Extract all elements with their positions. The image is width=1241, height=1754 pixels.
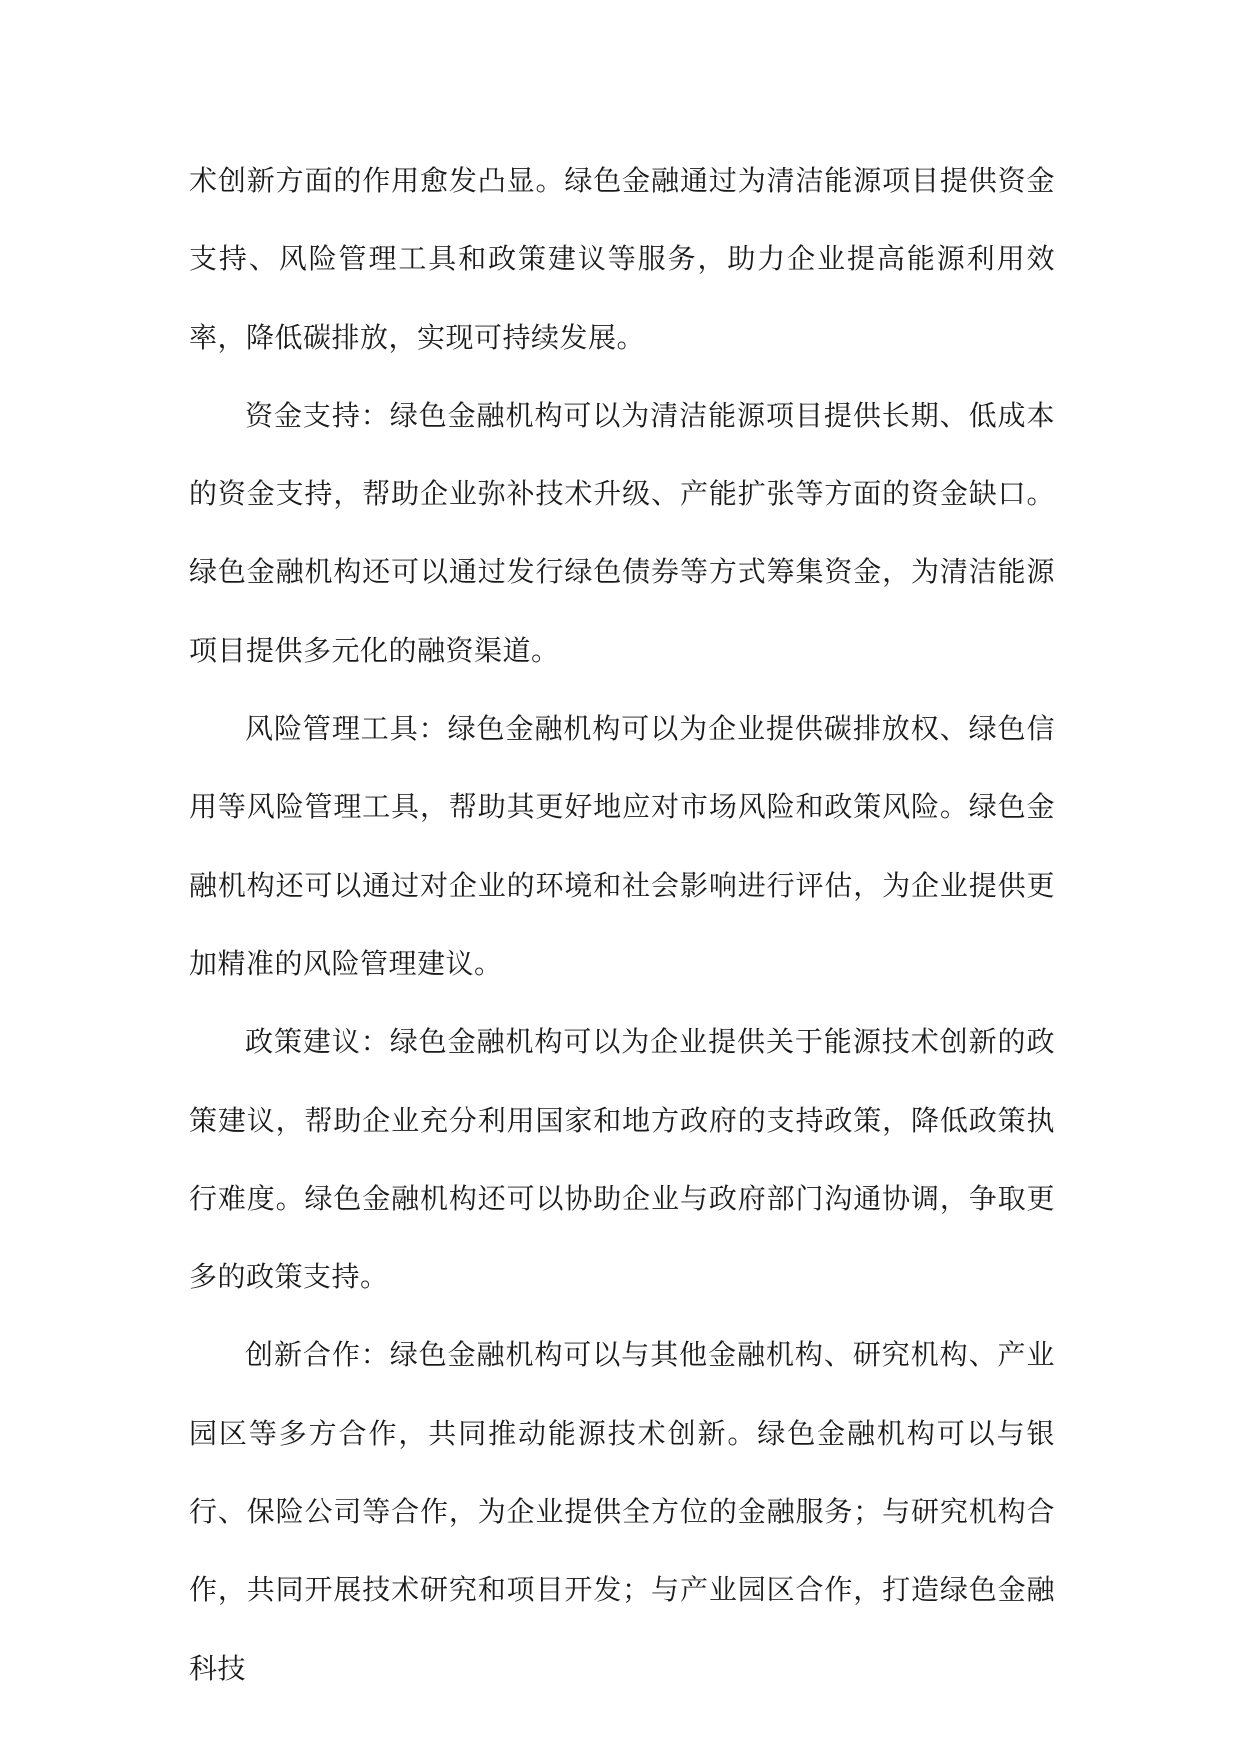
document-body [189, 142, 1055, 1708]
paragraph-risk-management: 风险管理工具：绿色金融机构可以为企业提供碳排放权、绿色信用等风险管理工具，帮助其更好地应对市场风险和政策风险。绿色金融机构还可以通过对企业的环境和社会影响进行评估，为企业提供更加精准的风险管理建议。 [189, 712, 1055, 980]
paragraph-policy-advice: 政策建议：绿色金融机构可以为企业提供关于能源技术创新的政策建议，帮助企业充分利用国家和地方政府的支持政策，降低政策执行难度。绿色金融机构还可以协助企业与政府部门沟通协调，争取更多的政策支持。 [189, 1025, 1055, 1294]
paragraph-innovation-cooperation: 创新合作：绿色金融机构可以与其他金融机构、研究机构、产业园区等多方合作，共同推动能源技术创新。绿色金融机构可以与银行、保险公司等合作，为企业提供全方位的金融服务；与研究机构合作，共同开展技术研究和项目开发；与产业园区合作，打造绿色金融科技 [189, 1338, 1055, 1685]
paragraph-intro-continuation: 术创新方面的作用愈发凸显。绿色金融通过为清洁能源项目提供资金支持、风险管理工具和政策建议等服务，助力企业提高能源利用效率，降低碳排放，实现可持续发展。 [189, 164, 1055, 354]
paragraph-funding-support: 资金支持：绿色金融机构可以为清洁能源项目提供长期、低成本的资金支持，帮助企业弥补技术升级、产能扩张等方面的资金缺口。绿色金融机构还可以通过发行绿色债券等方式筹集资金，为清洁能源项目提供多元化的融资渠道。 [189, 398, 1055, 667]
